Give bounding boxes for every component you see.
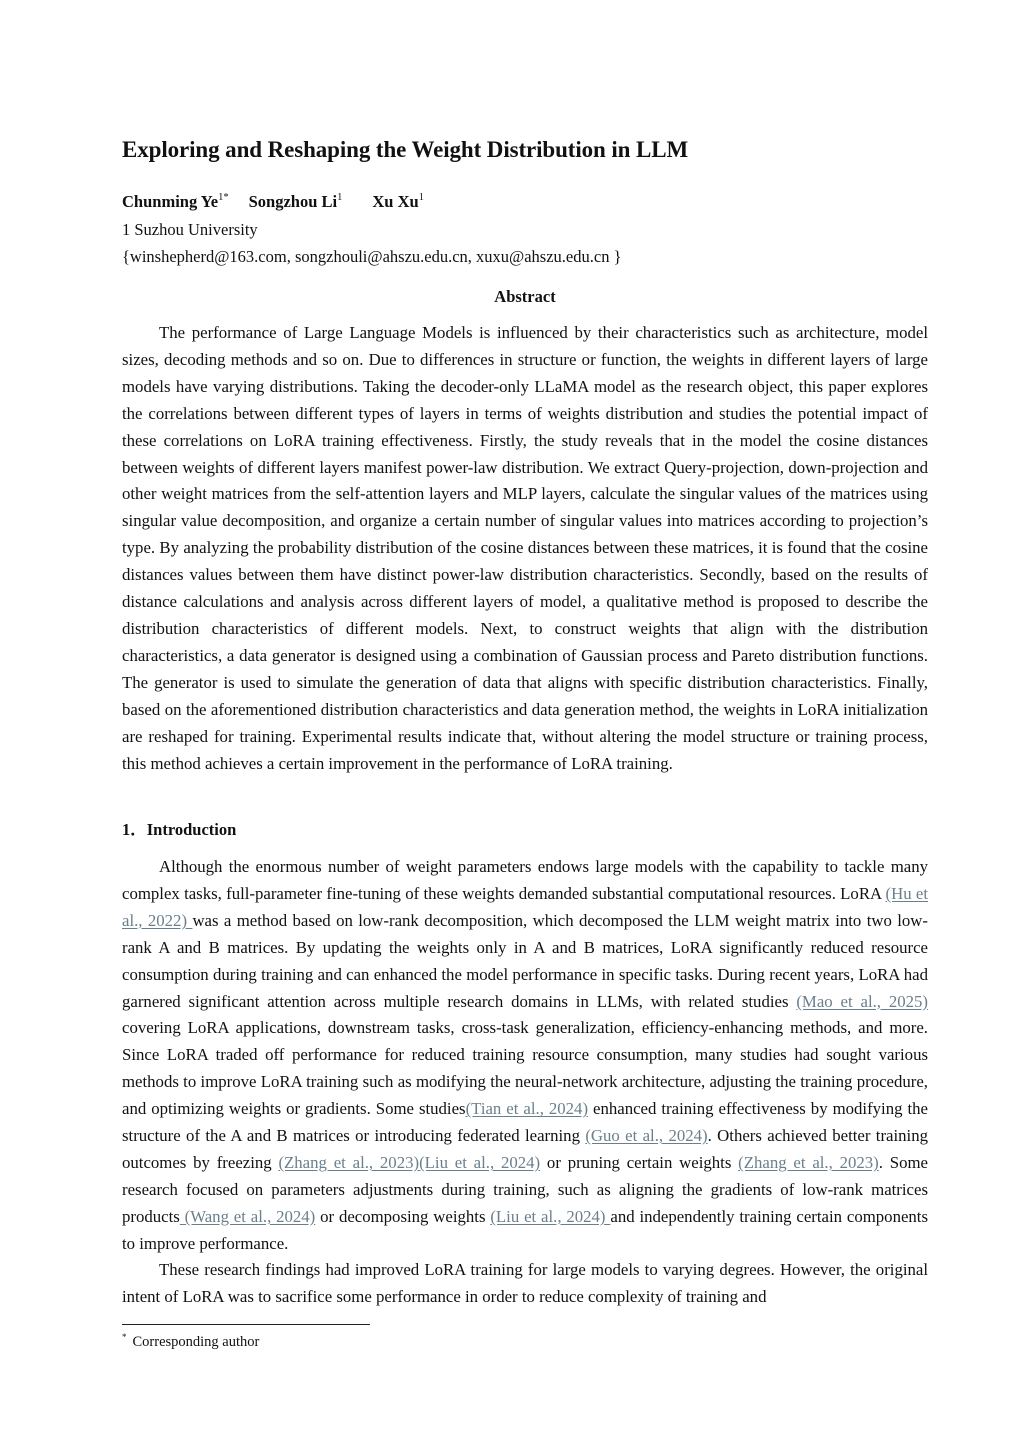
citation-link[interactable]: (Zhang et al., 2023) <box>738 1152 879 1172</box>
body-text: was a method based on low-rank decomposition, which decomposed the LLM weight matrix into two low-rank A and B matrices. By updating the weights only in A and B matrices, LoRA significantly reduced resource consumption during training and can enhanced the model performance in specific tasks. During recent years, LoRA had garnered significant attention across multiple research domains in LLMs, with related studies <box>122 910 929 1011</box>
author-name: Songzhou Li <box>248 192 338 211</box>
author-affiliation-mark: 1 <box>418 192 424 203</box>
author-name: Xu Xu <box>372 192 419 211</box>
citation-link[interactable]: (Wang et al., 2024) <box>179 1206 316 1226</box>
body-text: and independently training certain components to improve performance. <box>122 1206 928 1253</box>
citation-link[interactable]: (Mao et al., 2025) <box>796 991 928 1011</box>
body-text: . Some research focused on parameters adjustments during training, such as aligning the gradients of low-rank matrices products <box>122 1152 928 1226</box>
introduction-paragraph-continued: These research findings had improved LoRA training for large models to varying degrees. However, the original intent of LoRA was to sacrifice some performance in order to reduce complexity of training and <box>122 1260 928 1306</box>
body-text: or decomposing weights <box>315 1206 491 1226</box>
abstract-text: The performance of Large Language Models is influenced by their characteristics such as architecture, model sizes, decoding methods and so on. Due to differences in structure or function, the weights in different layers of large models have varying distributions. Taking the decoder-only LLaMA model as the research object, this paper explores the correlations between different types of layers in terms of weights distribution and studies the potential impact of these correlations on LoRA training effectiveness. Firstly, the study reveals that in the model the cosine distances between weights of different layers manifest power-law distribution. We extract Query-projection, down-projection and other weight matrices from the self-attention layers and MLP layers, calculate the singular values of the matrices using singular value decomposition, and organize a certain number of singular values into matrices according to projection’s type. By analyzing the probability distribution of the cosine distances between these matrices, it is found that the cosine distances values between them have distinct power-law distribution characteristics. Secondly, based on the results of distance calculations and analysis across different layers of model, a qualitative method is proposed to describe the distribution characteristics of different models. Next, to construct weights that align with the distribution characteristics, a data generator is designed using a combination of Gaussian process and Pareto distribution functions. The generator is used to simulate the generation of data that aligns with specific distribution characteristics. Finally, based on the aforementioned distribution characteristics and data generation method, the weights in LoRA initialization are reshaped for training. Experimental results indicate that, without altering the model structure or training process, this method achieves a certain improvement in the performance of LoRA training. <box>122 323 928 773</box>
body-text: . Others achieved better training outcomes by freezing <box>122 1126 928 1172</box>
citation-link[interactable]: (Tian et al., 2024) <box>465 1099 589 1119</box>
citation-link[interactable]: (Liu et al., 2024) <box>490 1206 611 1226</box>
footnote-text: Corresponding author <box>132 1334 260 1350</box>
footnote-divider <box>122 1324 370 1325</box>
citation-link[interactable]: (Zhang et al., 2023) <box>278 1152 420 1172</box>
section-heading-introduction: 1．Introduction <box>122 820 237 839</box>
paper-title: Exploring and Reshaping the Weight Distribution in LLM <box>122 137 689 162</box>
citation-link[interactable]: (Guo et al., 2024) <box>585 1126 708 1146</box>
introduction-paragraph <box>122 854 928 1258</box>
body-text: or pruning certain weights <box>540 1152 739 1172</box>
author-emails: {winshepherd@163.com, songzhouli@ahszu.edu.cn, xuxu@ahszu.edu.cn } <box>122 247 622 266</box>
body-text: enhanced training effectiveness by modifying the structure of the A and B matrices or introducing federated learning <box>122 1099 928 1146</box>
body-text: covering LoRA applications, downstream tasks, cross-task generalization, efficiency-enhancing methods, and more. Since LoRA traded off performance for reduced training resource consumption, many studies had sought various methods to improve LoRA training such as modifying the neural-network architecture, adjusting the training procedure, and optimizing weights or gradients. Some studies <box>122 1018 928 1119</box>
author-list <box>122 190 928 214</box>
body-text: Although the enormous number of weight parameters endows large models with the capability to tackle many complex tasks, full-parameter fine-tuning of these weights demanded substantial computational resources. LoRA <box>122 857 928 903</box>
affiliation: 1 Suzhou University <box>122 220 258 239</box>
author-name: Chunming Ye <box>122 192 219 211</box>
abstract-heading: Abstract <box>494 287 556 306</box>
citation-link[interactable]: (Liu et al., 2024) <box>419 1152 541 1172</box>
footnote-mark: * <box>122 1332 127 1342</box>
citation-link[interactable]: (Hu et al., 2022) <box>122 883 928 930</box>
author-affiliation-mark: 1 <box>337 192 343 203</box>
footnote <box>122 1331 259 1353</box>
author-affiliation-mark: 1* <box>218 192 229 203</box>
